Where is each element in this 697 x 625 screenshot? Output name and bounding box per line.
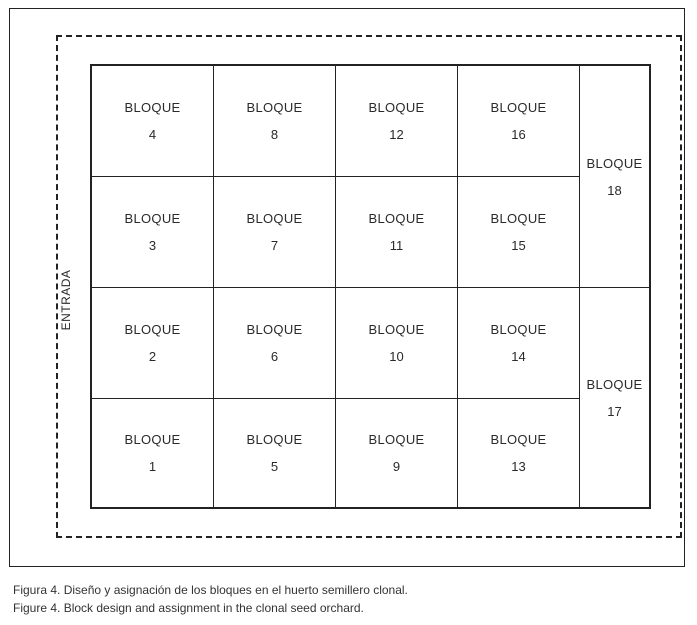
caption-spanish: Figura 4. Diseño y asignación de los bloques en el huerto semillero clonal.	[13, 583, 408, 597]
block-16	[457, 65, 580, 177]
block-label: BLOQUE	[490, 432, 547, 447]
block-15	[457, 176, 580, 288]
block-2	[91, 287, 214, 399]
block-18	[579, 65, 650, 288]
block-1	[91, 398, 214, 508]
block-label: BLOQUE	[368, 432, 425, 447]
block-label: BLOQUE	[124, 432, 181, 447]
block-14	[457, 287, 580, 399]
block-9	[335, 398, 458, 508]
block-number: 14	[511, 349, 526, 364]
block-12	[335, 65, 458, 177]
block-grid	[90, 64, 651, 509]
block-label: BLOQUE	[246, 100, 303, 115]
block-13	[457, 398, 580, 508]
block-10	[335, 287, 458, 399]
block-number: 12	[389, 127, 404, 142]
block-number: 11	[389, 238, 404, 253]
block-number: 13	[511, 459, 526, 474]
block-8	[213, 65, 336, 177]
block-17	[579, 287, 650, 508]
block-number: 1	[148, 459, 157, 474]
block-number: 5	[270, 459, 279, 474]
entrance-label: ENTRADA	[59, 269, 73, 331]
block-3	[91, 176, 214, 288]
block-label: BLOQUE	[246, 432, 303, 447]
block-label: BLOQUE	[368, 100, 425, 115]
caption-english: Figure 4. Block design and assignment in the clonal seed orchard.	[13, 601, 364, 615]
block-number: 4	[148, 127, 157, 142]
block-4	[91, 65, 214, 177]
block-number: 9	[392, 459, 401, 474]
block-label: BLOQUE	[246, 211, 303, 226]
block-number: 17	[607, 403, 622, 419]
block-label: BLOQUE	[246, 322, 303, 337]
block-label: BLOQUE	[586, 155, 643, 171]
block-number: 6	[270, 349, 279, 364]
block-label: BLOQUE	[490, 322, 547, 337]
block-6	[213, 287, 336, 399]
block-label: BLOQUE	[586, 376, 643, 392]
block-label: BLOQUE	[368, 211, 425, 226]
block-label: BLOQUE	[124, 322, 181, 337]
block-number: 18	[607, 182, 622, 198]
block-label: BLOQUE	[368, 322, 425, 337]
block-number: 15	[511, 238, 526, 253]
block-5	[213, 398, 336, 508]
block-number: 10	[389, 349, 404, 364]
block-number: 7	[270, 238, 279, 253]
block-7	[213, 176, 336, 288]
block-number: 8	[270, 127, 279, 142]
block-label: BLOQUE	[124, 100, 181, 115]
block-label: BLOQUE	[124, 211, 181, 226]
block-label: BLOQUE	[490, 211, 547, 226]
block-label: BLOQUE	[490, 100, 547, 115]
block-11	[335, 176, 458, 288]
block-number: 3	[148, 238, 157, 253]
block-number: 2	[148, 349, 157, 364]
block-number: 16	[511, 127, 526, 142]
